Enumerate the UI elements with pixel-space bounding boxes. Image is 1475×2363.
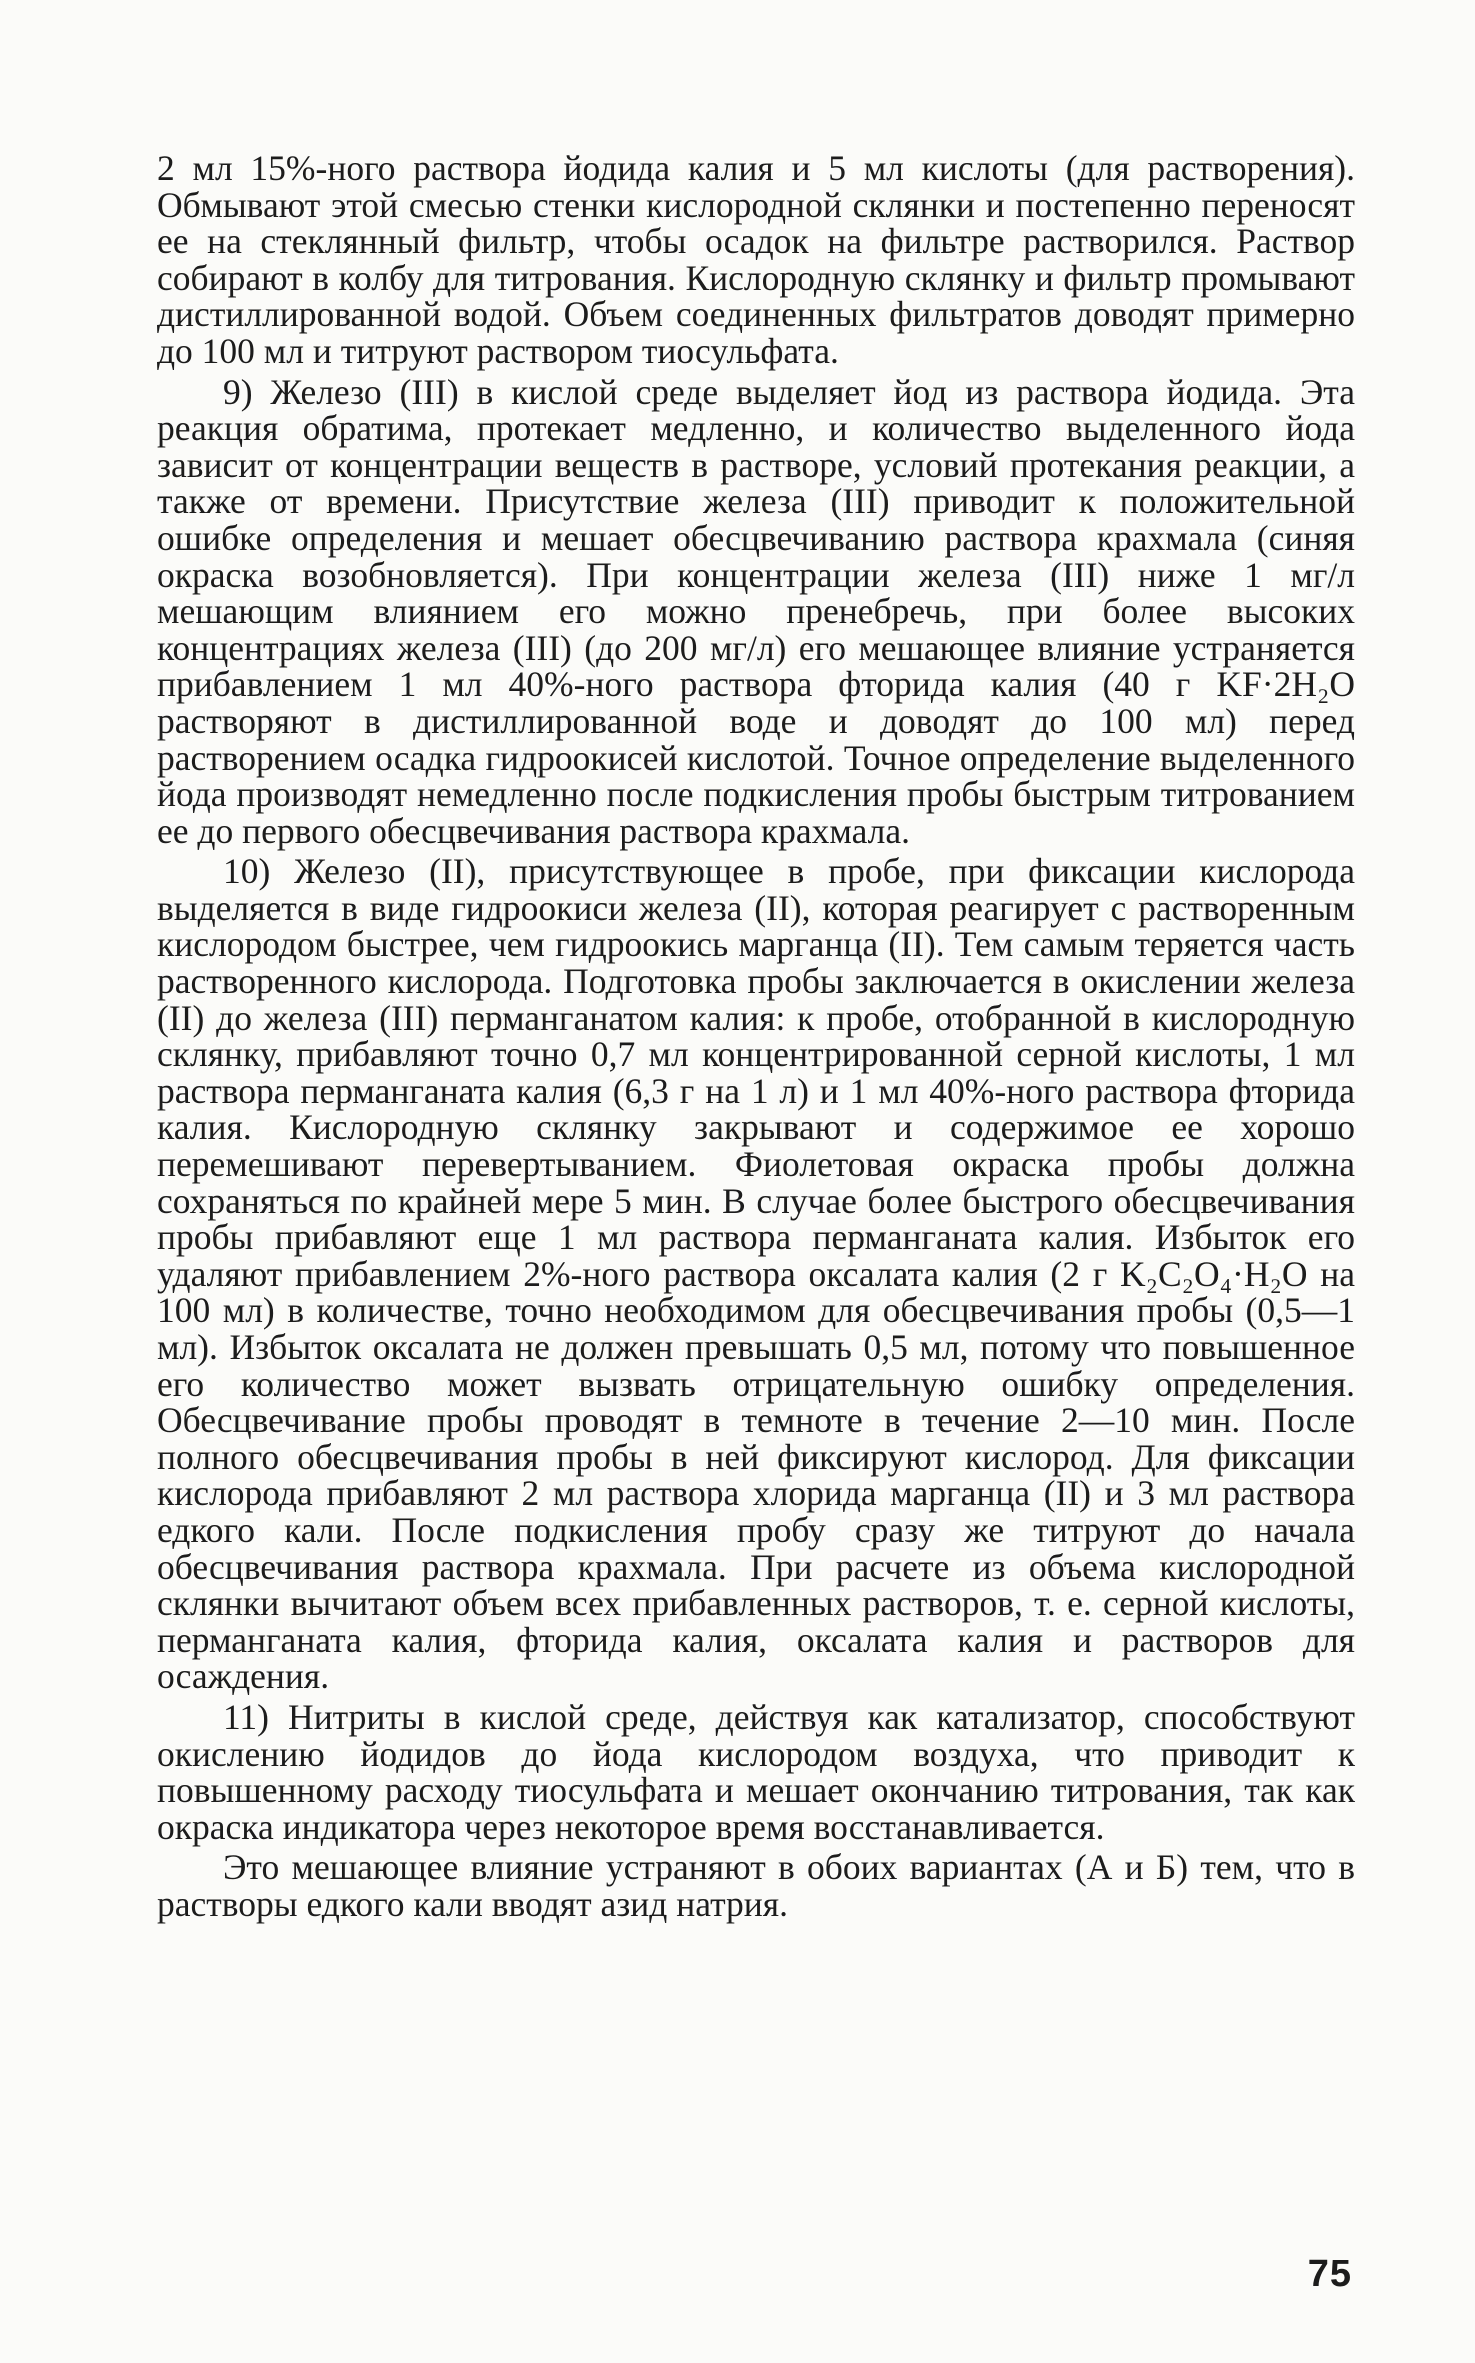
page-number: 75 [1307, 2253, 1352, 2295]
body-text [157, 150, 1355, 1923]
paragraph-continued: 2 мл 15%-ного раствора йодида калия и 5 мл кислоты (для растворения). Обмывают этой смесью стенки кислородной склянки и постепенно переносят ее на стеклянный фильтр, чтобы осадок на фильтре растворился. Раствор собирают в колбу для титрования. Кислородную склянку и фильтр промывают дистиллированной водой. Объем соединенных фильтратов доводят примерно до 100 мл и титруют раствором тиосульфата. [157, 148, 1355, 371]
paragraph-item-11: 11) Нитриты в кислой среде, действуя как катализатор, способствуют окислению йодидов до йода кислородом воздуха, что приводит к повышенному расходу тиосульфата и мешает окончанию титрования, так как окраска индикатора через некоторое время восстанавливается. [157, 1696, 1355, 1847]
paragraph-closing: Это мешающее влияние устраняют в обоих вариантах (А и Б) тем, что в растворы едкого кали вводят азид натрия. [157, 1847, 1355, 1924]
paragraph-item-10: 10) Железо (II), присутствующее в пробе, при фиксации кислорода выделяется в виде гидроокиси железа (II), которая реагирует с растворенным кислородом быстрее, чем гидроокись марганца (II). Тем самым теряется часть растворенного кислорода. Подготовка пробы заключается в окислении железа (II) до железа (III) перманганатом калия: к пробе, отобранной в кислородную склянку, прибавляют точно 0,7 мл концентрированной серной кислоты, 1 мл раствора перманганата калия (6,3 г на 1 л) и 1 мл 40%-ного раствора фторида калия. Кислородную склянку закрывают и содержимое ее хорошо перемешивают перевертыванием. Фиолетовая окраска пробы должна сохраняться по крайней мере 5 мин. В случае более быстрого обесцвечивания пробы прибавляют еще 1 мл раствора перманганата калия. Избыток его удаляют прибавлением 2%-ного раствора оксалата калия (2 г K₂C₂O₄·H₂O на 100 мл) в количестве, точно необходимом для обесцвечивания пробы (0,5—1 мл). Избыток оксалата не должен превышать 0,5 мл, потому что повышенное его количество может вызвать отрицательную ошибку определения. Обесцвечивание пробы проводят в темноте в течение 2—10 мин. После полного обесцвечивания пробы в ней фиксируют кислород. Для фиксации кислорода прибавляют 2 мл раствора хлорида марганца (II) и 3 мл раствора едкого кали. После подкисления пробу сразу же титруют до начала обесцвечивания раствора крахмала. При расчете из объема кислородной склянки вычитают объем всех прибавленных растворов, т. е. серной кислоты, перманганата калия, фторида калия, оксалата калия и растворов для осаждения. [157, 851, 1355, 1697]
paragraph-item-9: 9) Железо (III) в кислой среде выделяет йод из раствора йодида. Эта реакция обратима, протекает медленно, и количество выделенного йода зависит от концентрации веществ в растворе, условий протекания реакции, а также от времени. Присутствие железа (III) приводит к положительной ошибке определения и мешает обесцвечиванию раствора крахмала (синяя окраска возобновляется). При концентрации железа (III) ниже 1 мг/л мешающим влиянием его можно пренебречь, при более высоких концентрациях железа (III) (до 200 мг/л) его мешающее влияние устраняется прибавлением 1 мл 40%-ного раствора фторида калия (40 г KF·2H₂O растворяют в дистиллированной воде и доводят до 100 мл) перед растворением осадка гидроокисей кислотой. Точное определение выделенного йода производят немедленно после подкисления пробы быстрым титрованием ее до первого обесцвечивания раствора крахмала. [157, 371, 1355, 851]
